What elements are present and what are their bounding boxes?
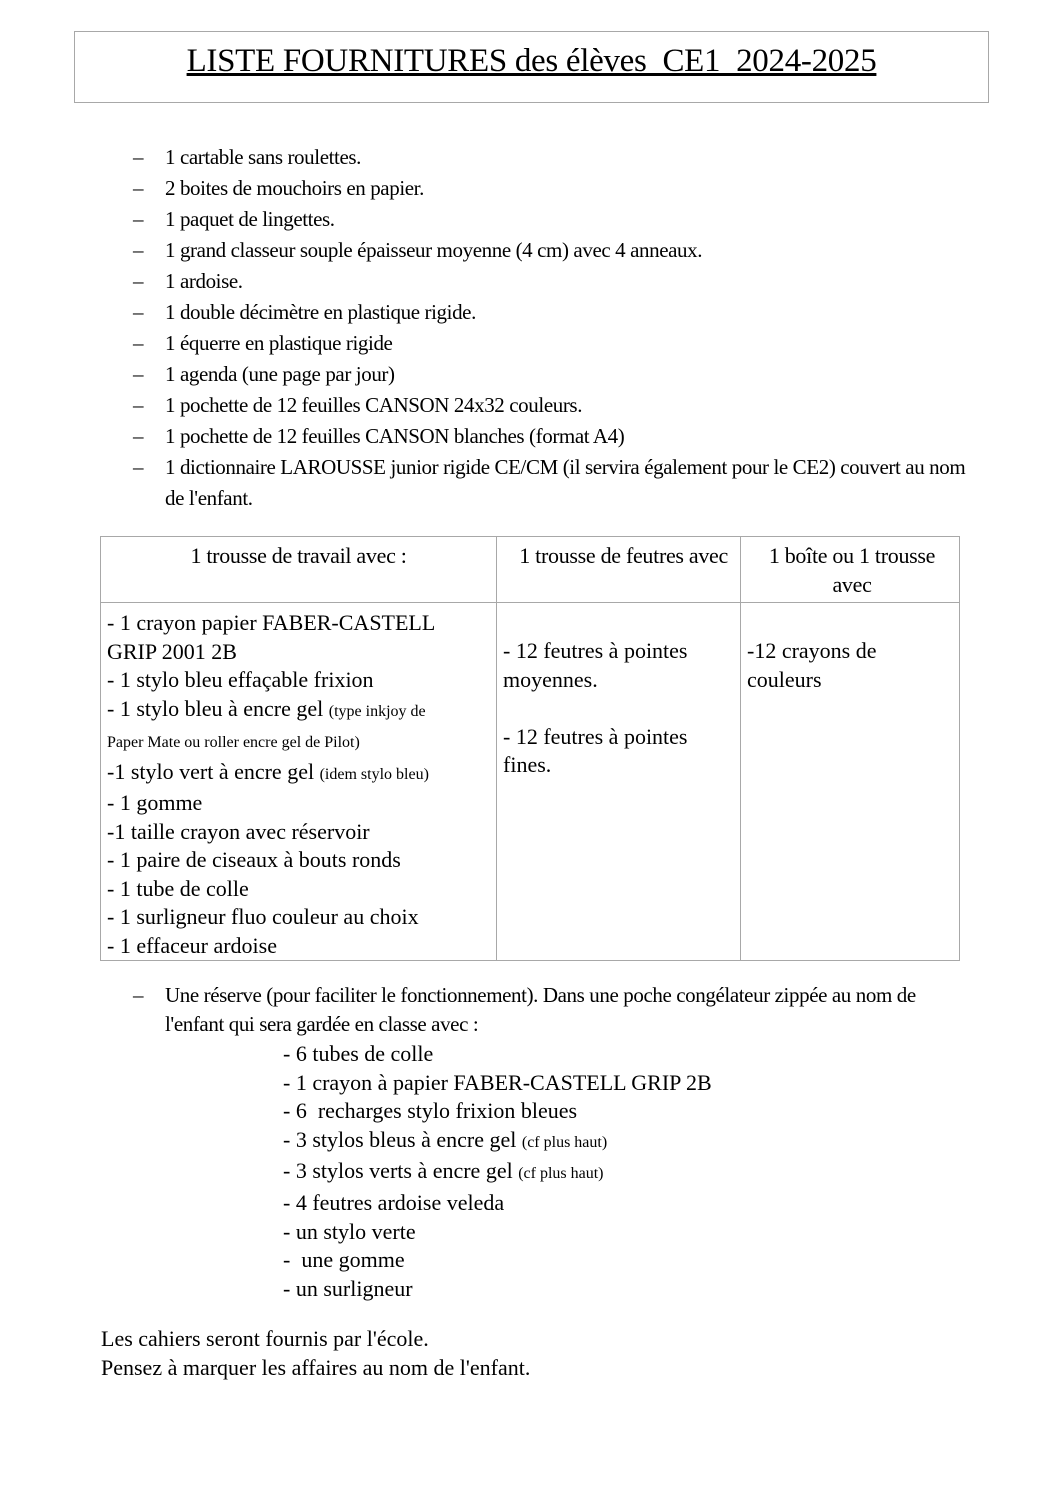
- cell-note: (type inkjoy de: [328, 702, 426, 720]
- dash-bullet: –: [133, 455, 144, 479]
- list-item: – 1 pochette de 12 feuilles CANSON blanches (format A4): [133, 421, 975, 452]
- list-item: – 1 paquet de lingettes.: [133, 204, 975, 235]
- reserve-item: - 6 tubes de colle: [283, 1041, 434, 1066]
- table-row: [101, 603, 960, 961]
- footer-notes: [101, 1325, 530, 1382]
- title-box: [74, 31, 989, 103]
- dash-bullet: –: [133, 269, 144, 293]
- header-box-pouch: 1 boîte ou 1 trousse avec: [741, 537, 960, 603]
- dash-bullet: –: [133, 331, 144, 355]
- list-item: – 1 dictionnaire LAROUSSE junior rigide CE/CM (il servira également pour le CE2) couvert au nom de l'enfant.: [133, 452, 975, 514]
- reserve-list: [133, 981, 975, 1038]
- list-item: – 1 équerre en plastique rigide: [133, 328, 975, 359]
- reserve-item: - un stylo verte: [283, 1218, 416, 1244]
- reserve-item: - une gomme: [283, 1247, 405, 1273]
- reserve-item: - 4 feutres ardoise veleda: [283, 1189, 505, 1215]
- list-item: – 1 pochette de 12 feuilles CANSON 24x32 couleurs.: [133, 390, 975, 421]
- item-note: (cf plus haut): [518, 1165, 604, 1183]
- reserve-item: - 3 stylos verts à encre gel (cf plus haut): [283, 1158, 604, 1184]
- cell-line: - 12 feutres à pointes: [503, 638, 688, 663]
- cell-line: - 1 stylo bleu effaçable frixion: [107, 667, 374, 692]
- felt-pouch-cell: [497, 603, 741, 961]
- cell-note: (idem stylo bleu): [319, 765, 429, 783]
- cell-line: - 1 paire de ciseaux à bouts ronds: [107, 847, 401, 872]
- header-felt-pouch: 1 trousse de feutres avec: [497, 537, 741, 603]
- cell-line: [107, 726, 490, 758]
- page-title: LISTE FOURNITURES des élèves CE1 2024-2025: [186, 43, 877, 79]
- dash-bullet: –: [133, 393, 144, 417]
- list-item: – 1 agenda (une page par jour): [133, 359, 975, 390]
- dash-bullet: –: [133, 424, 144, 448]
- dash-bullet: –: [133, 176, 144, 200]
- dash-bullet: –: [133, 145, 144, 169]
- cell-line: - 12 feutres à pointes: [503, 723, 688, 749]
- cell-line: [503, 694, 734, 723]
- cell-line: -12 crayons de: [747, 638, 877, 663]
- table-header-row: [101, 537, 960, 603]
- list-item: – 1 grand classeur souple épaisseur moyenne (4 cm) avec 4 anneaux.: [133, 235, 975, 266]
- cell-line: - 1 surligneur fluo couleur au choix: [107, 904, 419, 929]
- item-note: (cf plus haut): [521, 1133, 608, 1151]
- cell-line: GRIP 2001 2B: [107, 638, 237, 664]
- reserve-item: - 3 stylos bleus à encre gel (cf plus haut): [283, 1126, 608, 1152]
- cell-line: fines.: [503, 752, 552, 777]
- cell-line: - 1 effaceur ardoise: [107, 932, 277, 958]
- cell-line: -1 taille crayon avec réservoir: [107, 818, 370, 844]
- footer-line: Les cahiers seront fournis par l'école.: [101, 1326, 429, 1351]
- reserve-item: - un surligneur: [283, 1275, 413, 1301]
- list-item: – 1 double décimètre en plastique rigide.: [133, 297, 975, 328]
- list-item-reserve: – Une réserve (pour faciliter le fonctionnement). Dans une poche congélateur zippée au nom de l'enfant qui sera gardée en classe avec :: [133, 983, 916, 1036]
- reserve-items: [283, 1040, 712, 1303]
- cell-line: -1 stylo vert à encre gel (idem stylo bleu): [107, 758, 429, 784]
- work-pouch-cell: [101, 603, 497, 961]
- dash-bullet: –: [133, 238, 144, 262]
- cell-line: - 1 tube de colle: [107, 875, 249, 901]
- footer-line: Pensez à marquer les affaires au nom de l'enfant.: [101, 1354, 531, 1380]
- cell-line: - 1 crayon papier FABER-CASTELL: [107, 610, 436, 635]
- reserve-item: - 1 crayon à papier FABER-CASTELL GRIP 2B: [283, 1069, 712, 1095]
- main-supply-list: [133, 142, 975, 514]
- dash-bullet: –: [133, 207, 144, 231]
- list-item: – 1 ardoise.: [133, 266, 975, 297]
- cell-line: - 1 stylo bleu à encre gel (type inkjoy de: [107, 695, 426, 721]
- box-pouch-cell: [741, 603, 960, 961]
- header-work-pouch: 1 trousse de travail avec :: [101, 537, 497, 603]
- dash-bullet: –: [133, 983, 144, 1007]
- dash-bullet: –: [133, 362, 144, 386]
- pencil-case-table: [100, 536, 960, 961]
- cell-line: - 1 gomme: [107, 790, 203, 815]
- cell-line: moyennes.: [503, 666, 598, 692]
- dash-bullet: –: [133, 300, 144, 324]
- cell-line: couleurs: [747, 666, 822, 692]
- list-item: – 1 cartable sans roulettes.: [133, 142, 975, 173]
- list-item: – 2 boites de mouchoirs en papier.: [133, 173, 975, 204]
- cell-note: Paper Mate ou roller encre gel de Pilot): [107, 734, 360, 751]
- reserve-item: - 6 recharges stylo frixion bleues: [283, 1098, 578, 1124]
